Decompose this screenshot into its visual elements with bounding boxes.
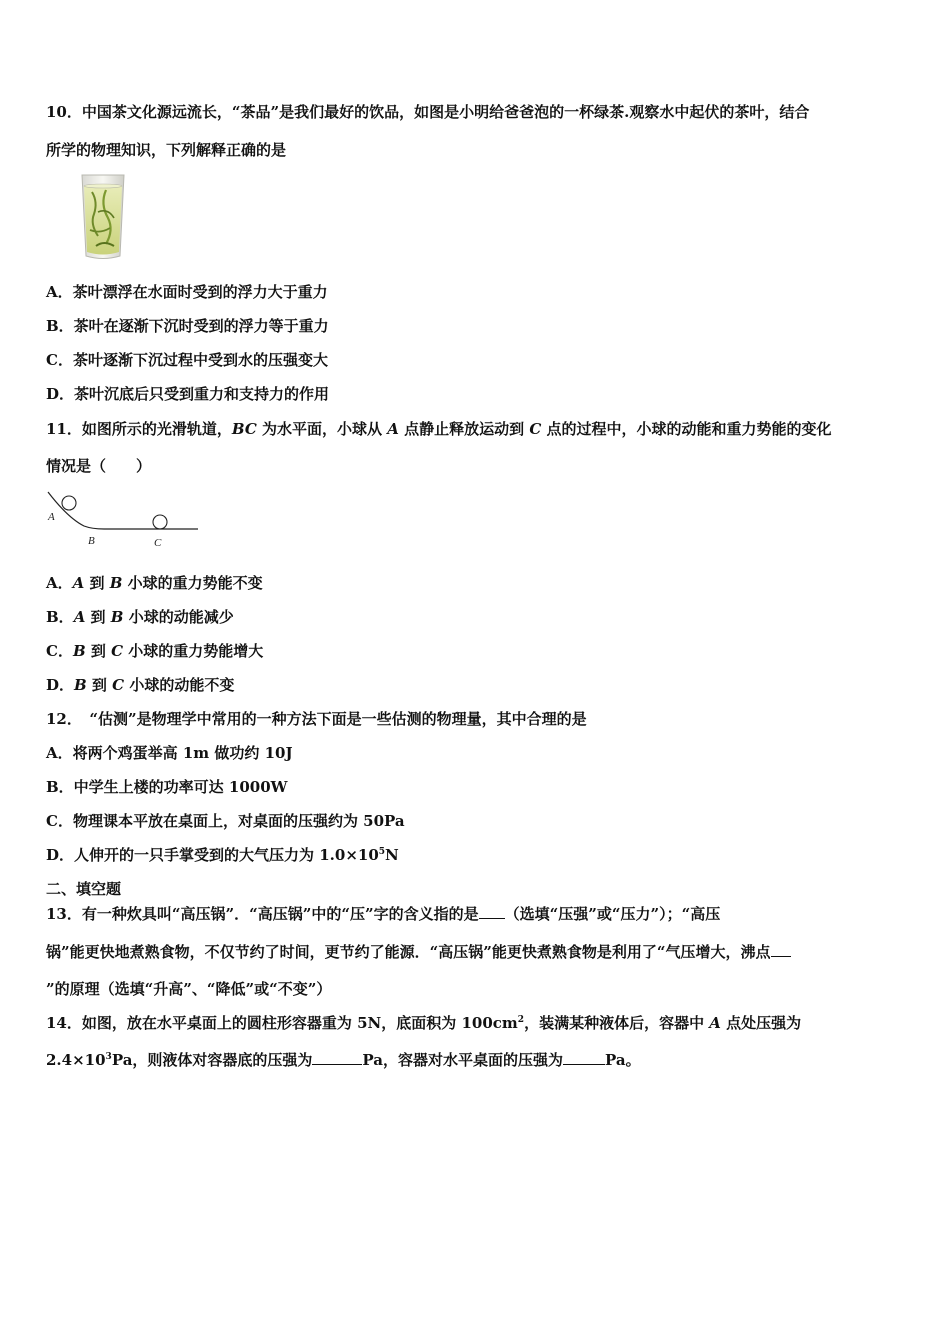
label-c: C xyxy=(154,537,162,549)
q12-stem: 12． “估测”是物理学中常用的一种方法下面是一些估测的物理量，其中合理的是 xyxy=(46,710,587,728)
smooth-track-diagram xyxy=(44,488,204,550)
q12-option-a: A．将两个鸡蛋举高 1m 做功约 10J xyxy=(46,744,293,762)
q10-stem-line1: 10．中国茶文化源远流长，“茶品”是我们最好的饮品，如图是小明给爸爸泡的一杯绿茶.观察水中起伏的茶叶，结合 xyxy=(46,103,810,121)
q14-blank-1[interactable] xyxy=(312,1050,362,1065)
q11-option-d: D．B 到 C 小球的动能不变 xyxy=(46,676,235,694)
q13-blank-1[interactable] xyxy=(479,904,505,919)
q14-line1: 14．如图，放在水平桌面上的圆柱形容器重为 5N，底面积为 $100cm^2$，装满某种液体后，容器中 A 点处压强为 xyxy=(46,1014,802,1032)
q14-line2: $2.4\times 10^3Pa$，则液体对容器底的压强为 Pa，容器对水平桌面的压强为 Pa。 xyxy=(46,1051,641,1069)
q13-line3: ”的原理（选填“升高”、“降低”或“不变”） xyxy=(46,980,332,998)
q12-option-d: D．人伸开的一只手掌受到的大气压力为 $1.0\times 10^5N$ xyxy=(46,846,399,864)
q11-option-c: C．B 到 C 小球的重力势能增大 xyxy=(46,642,264,660)
q11-stem-line1: 11．如图所示的光滑轨道，BC 为水平面，小球从 A 点静止释放运动到 C 点的过程中，小球的动能和重力势能的变化 xyxy=(46,420,832,438)
q12-option-b: B．中学生上楼的功率可达 1000W xyxy=(46,778,288,796)
green-tea-glass-image xyxy=(76,172,130,262)
q10-option-d: D．茶叶沉底后只受到重力和支持力的作用 xyxy=(46,385,330,403)
label-a: A xyxy=(48,511,55,523)
q10-option-a: A．茶叶漂浮在水面时受到的浮力大于重力 xyxy=(46,283,328,301)
q11-option-b: B．A 到 B 小球的动能减少 xyxy=(46,608,234,626)
label-b: B xyxy=(88,535,95,547)
q12-option-c: C．物理课本平放在桌面上，对桌面的压强约为 50Pa xyxy=(46,812,405,830)
q14-blank-2[interactable] xyxy=(563,1050,605,1065)
q10-stem-line2: 所学的物理知识，下列解释正确的是 xyxy=(46,141,287,159)
q13-line1: 13．有一种炊具叫“高压锅”．“高压锅”中的“压”字的含义指的是 （选填“压强”或“压力”）；“高压 xyxy=(46,905,721,923)
q10-option-b: B．茶叶在逐渐下沉时受到的浮力等于重力 xyxy=(46,317,329,335)
q13-blank-2[interactable] xyxy=(771,942,791,957)
q11-stem-line2: 情况是（ ） xyxy=(46,457,152,475)
q10-option-c: C．茶叶逐渐下沉过程中受到水的压强变大 xyxy=(46,351,328,369)
q11-option-a: A．A 到 B 小球的重力势能不变 xyxy=(46,574,263,592)
q13-line2: 锅”能更快地煮熟食物，不仅节约了时间，更节约了能源．“高压锅”能更快煮熟食物是利用了“气压增大，沸点 xyxy=(46,942,791,962)
section-heading: 二、填空题 xyxy=(46,880,122,898)
